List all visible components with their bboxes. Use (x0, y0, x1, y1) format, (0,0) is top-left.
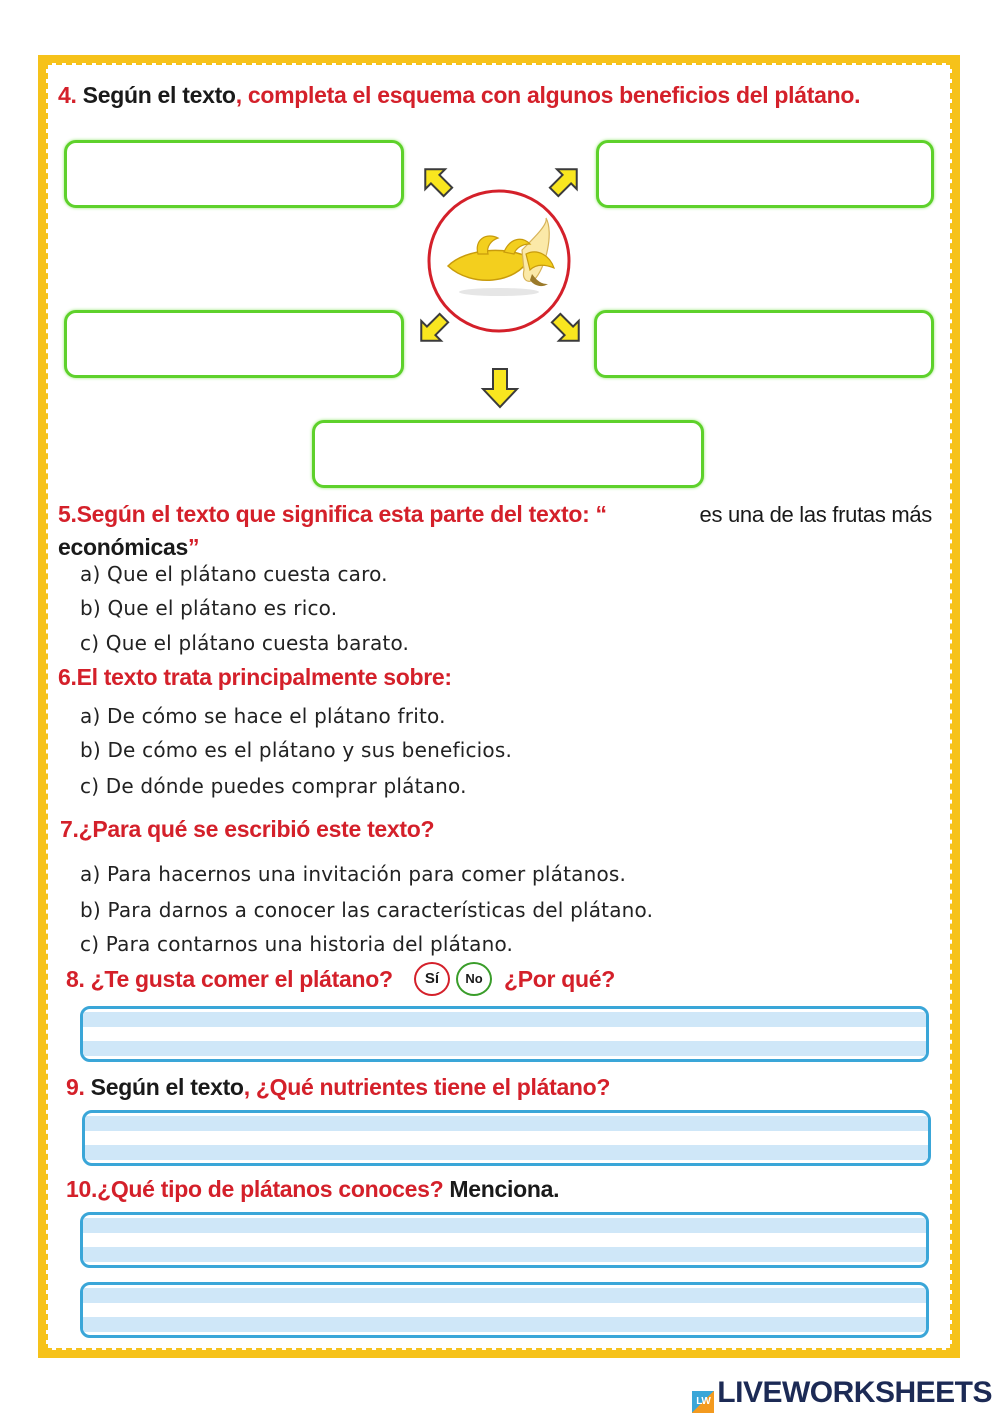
answer-field-stripe (83, 1288, 926, 1303)
answer-field-stripe (85, 1145, 928, 1160)
liveworksheets-logo-icon: LW (692, 1391, 714, 1413)
answer-field-stripe (83, 1317, 926, 1332)
question-5-title (58, 498, 932, 564)
arrow-icon-top-left (414, 160, 462, 204)
answer-field-stripe (85, 1116, 928, 1131)
question-8-title: 8. ¿Te gusta comer el plátano? (66, 966, 393, 992)
question-9-black: Según el texto (84, 1074, 244, 1100)
question-9-red: , ¿Qué nutrientes tiene el plátano? (243, 1074, 611, 1100)
question-7-option-b[interactable]: b) Para darnos a conocer las características del plátano. (80, 898, 654, 922)
question-5-option-c[interactable]: c) Que el plátano cuesta barato. (80, 631, 410, 655)
benefit-box-top-right[interactable] (596, 140, 934, 208)
question-4-number: 4. (58, 82, 77, 108)
question-7-option-a[interactable]: a) Para hacernos una invitación para comer plátanos. (80, 862, 627, 886)
question-6-option-b[interactable]: b) De cómo es el plátano y sus beneficios. (80, 738, 513, 762)
question-7-title: 7.¿Para qué se escribió este texto? (60, 816, 435, 842)
no-option-label: No (465, 971, 483, 986)
question-9-title (66, 1074, 610, 1101)
arrow-icon-top-right (540, 160, 588, 204)
question-8-why: ¿Por qué? (504, 966, 616, 992)
benefit-box-bottom-left[interactable] (64, 310, 404, 378)
question-9-number: 9. (66, 1074, 85, 1100)
question-7-option-c[interactable]: c) Para contarnos una historia del plátano. (80, 932, 514, 956)
question-5-close-quote: ” (187, 534, 200, 560)
liveworksheets-logo (692, 1376, 992, 1413)
arrow-icon-down (476, 362, 524, 412)
benefit-box-bottom-right[interactable] (594, 310, 934, 378)
question-5-quote-line1: es una de las frutas más (699, 502, 932, 527)
answer-field-stripe (83, 1218, 926, 1233)
answer-field-10b[interactable] (80, 1282, 929, 1338)
question-4-red: , completa el esquema con algunos beneficios del plátano. (235, 82, 861, 108)
question-5-quote-line2: económicas (58, 534, 188, 560)
benefit-box-bottom-center[interactable] (312, 420, 704, 488)
question-5-option-a[interactable]: a) Que el plátano cuesta caro. (80, 562, 388, 586)
answer-field-stripe (83, 1247, 926, 1262)
answer-field-10a[interactable] (80, 1212, 929, 1268)
arrow-icon-bottom-right (542, 306, 590, 350)
answer-field-8[interactable] (80, 1006, 929, 1062)
no-option-circle[interactable] (456, 962, 492, 996)
question-6-option-a[interactable]: a) De cómo se hace el plátano frito. (80, 704, 446, 728)
question-4-black: Según el texto (76, 82, 236, 108)
yes-option-label: Sí (424, 970, 440, 987)
answer-field-stripe (83, 1041, 926, 1056)
question-6-option-c[interactable]: c) De dónde puedes comprar plátano. (80, 774, 467, 798)
arrow-icon-bottom-left (410, 306, 458, 350)
question-10-black: Menciona. (443, 1176, 560, 1202)
benefit-box-top-left[interactable] (64, 140, 404, 208)
question-6-title: 6.El texto trata principalmente sobre: (58, 664, 452, 690)
question-10-title (66, 1176, 559, 1203)
answer-field-9[interactable] (82, 1110, 931, 1166)
liveworksheets-logo-text: LIVEWORKSHEETS (717, 1376, 992, 1409)
answer-field-stripe (83, 1012, 926, 1027)
question-5-red: 5.Según el texto que significa esta parte del texto: “ (58, 501, 607, 527)
yes-option-circle[interactable] (414, 962, 450, 996)
question-5-option-b[interactable]: b) Que el plátano es rico. (80, 596, 338, 620)
question-10-red: 10.¿Qué tipo de plátanos conoces? (66, 1176, 444, 1202)
question-4-title (58, 82, 860, 109)
